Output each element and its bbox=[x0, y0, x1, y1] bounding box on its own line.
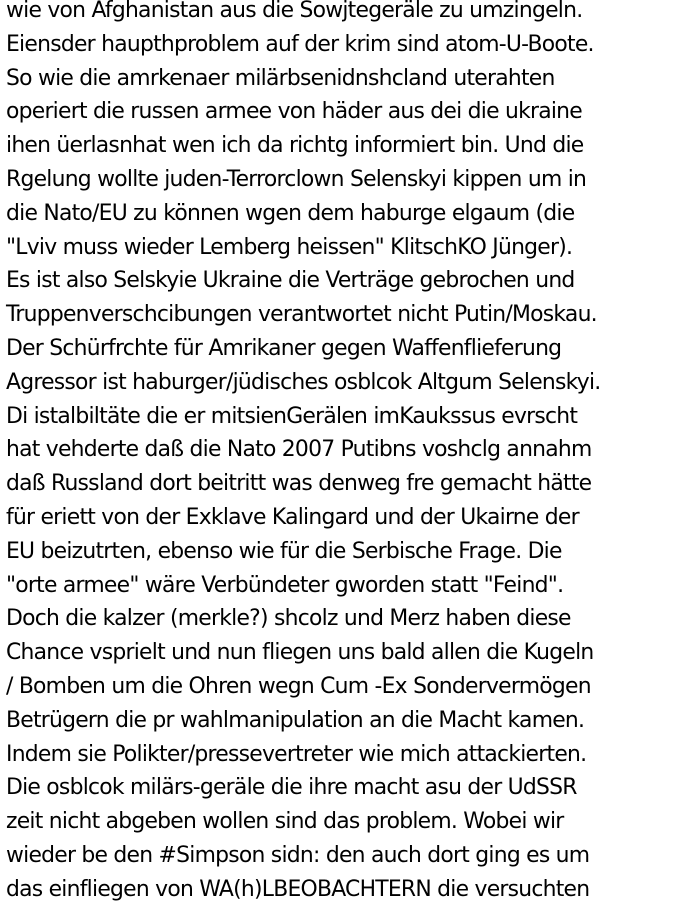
text-line: Betrügern die pr wahlmanipulation an die Macht kamen. bbox=[6, 707, 585, 733]
text-line: Es ist also Selskyie Ukraine die Verträge gebrochen und bbox=[6, 268, 575, 294]
text-line: wie von Afghanistan aus die Sowjtegeräle zu umzingeln. bbox=[6, 0, 583, 23]
text-line: / Bomben um die Ohren wegn Cum -Ex Sondervermögen bbox=[6, 673, 591, 699]
text-line: Truppenverschcibungen verantwortet nicht Putin/Moskau. bbox=[6, 302, 597, 328]
text-line: "orte armee" wäre Verbündeter gworden statt "Feind". bbox=[6, 572, 564, 598]
text-line: operiert die russen armee von häder aus dei die ukraine bbox=[6, 99, 582, 125]
text-line: zeit nicht abgeben wollen sind das problem. Wobei wir bbox=[6, 809, 564, 835]
text-line: Rgelung wollte juden-Terrorclown Selenskyi kippen um in bbox=[6, 166, 587, 192]
text-line: ihen üerlasnhat wen ich da richtg informiert bin. Und die bbox=[6, 133, 584, 159]
text-line: für eriett von der Exklave Kalingard und der Ukairne der bbox=[6, 504, 579, 530]
text-line: Die osblcok milärs-geräle die ihre macht asu der UdSSR bbox=[6, 775, 577, 801]
text-line: die Nato/EU zu können wgen dem haburge elgaum (die bbox=[6, 200, 575, 226]
text-line: Der Schürfrchte für Amrikaner gegen Waffenflieferung bbox=[6, 335, 562, 361]
text-line: "Lviv muss wieder Lemberg heissen" KlitschKO Jünger). bbox=[6, 234, 573, 260]
text-line: daß Russland dort beitritt was denweg fre gemacht hätte bbox=[6, 471, 592, 497]
text-line: Chance vsprielt und nun fliegen uns bald allen die Kugeln bbox=[6, 640, 594, 666]
text-line: das einfliegen von WA(h)LBEOBACHTERN die versuchten bbox=[6, 876, 590, 902]
text-line: Agressor ist haburger/jüdisches osblcok Altgum Selenskyi. bbox=[6, 369, 601, 395]
text-line: hat vehderte daß die Nato 2007 Putibns voshclg annahm bbox=[6, 437, 592, 463]
text-line: EU beizutrten, ebenso wie für die Serbische Frage. Die bbox=[6, 538, 562, 564]
text-line: Eiensder haupthproblem auf der krim sind atom-U-Boote. bbox=[6, 31, 594, 57]
text-line: Doch die kalzer (merkle?) shcolz und Merz haben diese bbox=[6, 606, 571, 632]
text-line: Indem sie Polikter/pressevertreter wie mich attackierten. bbox=[6, 741, 587, 767]
text-line: Di istalbiltäte die er mitsienGerälen imKaukssus evrscht bbox=[6, 403, 578, 429]
text-line: So wie die amrkenaer milärbsenidnshcland uterahten bbox=[6, 65, 555, 91]
text-line: wieder be den #Simpson sidn: den auch dort ging es um bbox=[6, 842, 590, 868]
document-text bbox=[6, 0, 682, 907]
